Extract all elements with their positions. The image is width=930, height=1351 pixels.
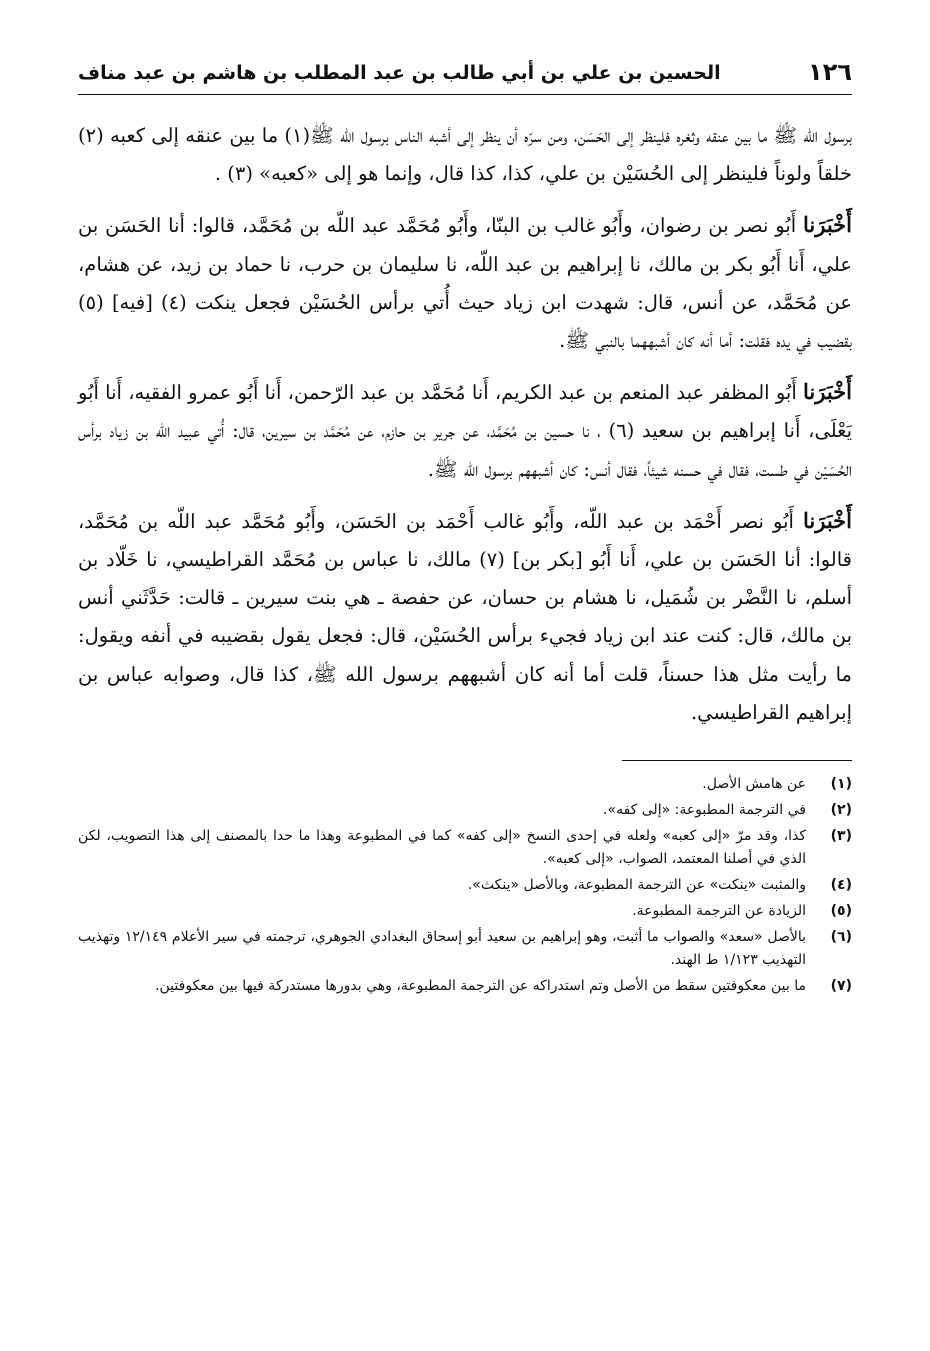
footnote — [78, 799, 852, 822]
paragraph-text: أَبُو نصر بن رضوان، وأَبُو غالب بن البنّا، وأَبُو مُحَمَّد عبد اللّه بن مُحَمَّد، قالوا: أنا الحَسَن بن علي، أَنا أَبُو بكر بن مالك، نا إبراهيم بن عبد اللّه، نا سليمان بن حرب، نا حماد بن زيد، عن هشام، عن مُحَمَّد، عن أنس، قال: شهدت ابن زياد حيث أُتي برأس الحُسَيْن فجعل ينكت (٤) [فيه] (٥) بقضيب في يده فقلت: أما أنه كان أشبههما بالنبي ﷺ. — [78, 214, 852, 353]
footnote-number: (٤) — [830, 877, 852, 894]
book-page — [78, 52, 852, 1001]
running-title: الحسين بن علي بن أبي طالب بن عبد المطلب بن هاشم بن عبد مناف — [78, 62, 721, 84]
footnote — [78, 926, 852, 972]
footnote-separator — [622, 760, 852, 761]
paragraph — [78, 206, 852, 360]
footnote-text: بالأصل «سعد» والصواب ما أثبت، وهو إبراهيم بن سعيد أبو إسحاق البغدادي الجوهري، ترجمته في سير الأعلام ١٢/١٤٩ وتهذيب التهذيب ١/١٢٣ ط الهند. — [78, 929, 806, 969]
paragraph — [78, 373, 852, 489]
footnotes — [78, 773, 852, 998]
paragraph-text: أَبُو نصر أَحْمَد بن عبد اللّه، وأَبُو غالب أَحْمَد بن الحَسَن، وأَبُو مُحَمَّد عبد اللّه بن مُحَمَّد، قالوا: أنا الحَسَن بن علي، أَنا أَبُو [بكر بن] (٧) مالك، نا عباس بن مُحَمَّد القراطيسي، نا خَلّاد بن أسلم، نا النَّضْر بن شُمَيل، نا هشام بن حسان، عن حفصة ـ هي بنت سيرين ـ قالت: حَدَّثَني أنس بن مالك، قال: كنت عند ابن زياد فجيء برأس الحُسَيْن، قال: فجعل يقول بقضيبه في أنفه ويقول: ما رأيت مثل هذا حسناً، قلت أما أنه كان أشبههم برسول الله ﷺ، كذا قال، وصوابه عباس بن إبراهيم القراطيسي. — [78, 509, 852, 724]
footnote-text: كذا، وقد مرّ «إلى كعبه» ولعله في إحدى النسخ «إلى كفه» كما في المطبوعة وهذا ما حدا بالمصنف إلى هذا التصويب، لكن الذي في أصلنا المعتمد، الصواب، «إلى كعبه». — [78, 828, 806, 868]
paragraph-text: برسول الله ﷺ ما بين عنقه وثغره فلينظر إلى الحَسَن، ومن سرّه أن ينظر إلى أشبه الناس برسول الله ﷺ(١) ما بين عنقه إلى كعبه (٢) خلقاً ولوناً فلينظر إلى الحُسَيْن بن علي، كذا، كذا قال، وإنما هو إلى «كعبه» (٣) . — [78, 124, 852, 186]
footnote — [78, 900, 852, 923]
footnote — [78, 975, 852, 998]
footnote-text: عن هامش الأصل. — [702, 776, 806, 793]
paragraph-opening-word: أَخْبَرَنا — [803, 212, 852, 238]
footnote-text: الزيادة عن الترجمة المطبوعة. — [632, 903, 806, 920]
paragraph-opening-word: أَخْبَرَنا — [803, 379, 852, 405]
footnote-number: (٦) — [830, 929, 852, 946]
footnote-number: (٧) — [830, 978, 852, 995]
footnote — [78, 825, 852, 871]
paragraph — [78, 117, 852, 193]
paragraph-opening-word: أَخْبَرَنا — [803, 507, 852, 533]
footnote-number: (٣) — [830, 828, 852, 845]
footnote-number: (٥) — [830, 903, 852, 920]
footnote-text: والمثبت «ينكت» عن الترجمة المطبوعة، وبالأصل «ينكث». — [467, 877, 806, 894]
footnote-text: ما بين معكوفتين سقط من الأصل وتم استدراكه عن الترجمة المطبوعة، وهي بدورها مستدركة فيها بين معكوفتين. — [155, 978, 806, 995]
page-number: ١٢٦ — [808, 58, 852, 86]
footnote — [78, 874, 852, 897]
footnote-number: (٢) — [830, 802, 852, 819]
footnote-text: في الترجمة المطبوعة: «إلى كفه». — [603, 802, 806, 819]
running-header — [78, 52, 852, 95]
main-text — [78, 117, 852, 732]
footnote-number: (١) — [830, 776, 852, 793]
paragraph-text: أَبُو المظفر عبد المنعم بن عبد الكريم، أَنا مُحَمَّد بن عبد الرّحمن، أَنا أَبُو عمرو الفقيه، أَنا أَبُو يَعْلَى، أَنا إبراهيم بن سعيد (٦) ، نا حسين بن مُحَمَّد، عن جرير بن حازم، عن مُحَمَّد بن سيرين، قال: أُتي عبيد اللّه بن زياد برأس الحُسَيْن في طست، فقال في حسنه شيئاً، فقال أنس: كان أشبههم برسول الله ﷺ. — [78, 381, 852, 481]
paragraph — [78, 502, 852, 732]
footnote — [78, 773, 852, 796]
